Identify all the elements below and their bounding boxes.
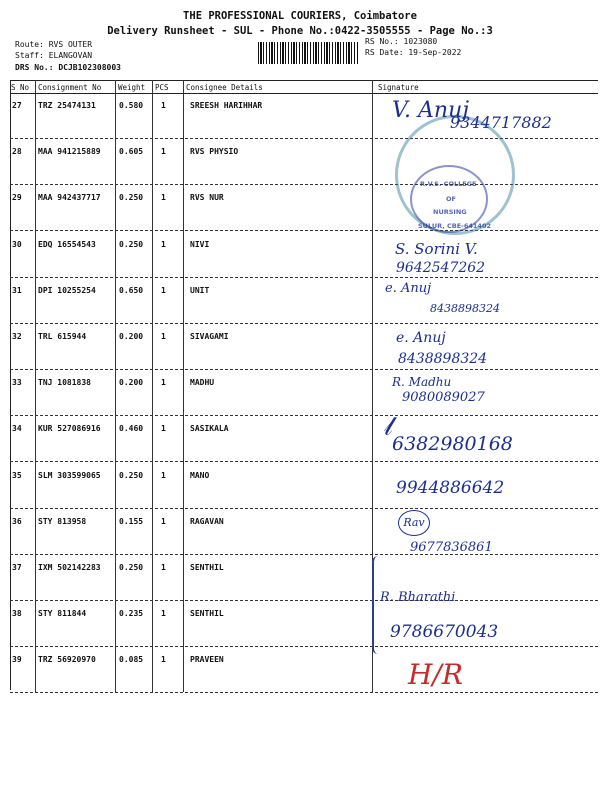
signature-27: V. Anuj [392, 98, 470, 123]
signature-31: e. Anuj [385, 281, 432, 296]
row-sno: 34 [12, 424, 22, 433]
document-title: THE PROFESSIONAL COURIERS, Coimbatore [183, 10, 417, 22]
row-consignment-no: EDQ 16554543 [38, 240, 96, 249]
row-consignment-no: IXM 502142283 [38, 563, 101, 572]
row-pcs: 1 [161, 609, 166, 618]
barcode [258, 42, 358, 64]
signature-35-phone: 9944886642 [396, 478, 505, 498]
row-consignee: UNIT [190, 286, 210, 295]
document-subtitle: Delivery Runsheet - SUL - Phone No.:0422-3505555 - Page No.:3 [107, 25, 493, 37]
row-sno: 28 [12, 147, 22, 156]
signature-32-phone: 8438898324 [398, 351, 488, 367]
stamp-text-2: OF [446, 195, 456, 203]
row-divider [10, 554, 598, 555]
row-sno: 32 [12, 332, 22, 341]
row-divider [10, 600, 598, 601]
col-header-signature: Signature [378, 83, 419, 92]
row-consignment-no: TRZ 25474131 [38, 101, 96, 110]
row-consignee: PRAVEEN [190, 655, 224, 664]
row-consignment-no: TRL 615944 [38, 332, 87, 341]
row-sno: 33 [12, 378, 22, 387]
row-weight: 0.605 [119, 147, 144, 156]
row-consignee: MANO [190, 471, 210, 480]
row-weight: 0.460 [119, 424, 144, 433]
col-header-weight: Weight [118, 83, 146, 92]
col-header-sno: S No [11, 83, 30, 92]
row-sno: 37 [12, 563, 22, 572]
row-consignment-no: SLM 303599065 [38, 471, 101, 480]
row-sno: 27 [12, 101, 22, 110]
signature-27-phone: 9344717882 [450, 113, 552, 132]
stamp-text-4: SULUR, CBE-641402 [418, 222, 492, 230]
row-divider [10, 277, 598, 278]
signature-36: Rav [398, 510, 430, 536]
row-consignment-no: STY 813958 [38, 517, 87, 526]
row-weight: 0.235 [119, 609, 144, 618]
row-pcs: 1 [161, 378, 166, 387]
route-label: Route: RVS OUTER [15, 40, 93, 49]
row-divider [10, 230, 598, 231]
row-consignment-no: TNJ 1081838 [38, 378, 91, 387]
row-weight: 0.650 [119, 286, 144, 295]
signature-37: R. Bharathi [380, 590, 456, 605]
row-consignee: SENTHIL [190, 609, 224, 618]
rs-date: RS Date: 19-Sep-2022 [365, 48, 462, 57]
col-header-consignee: Consignee Details [186, 83, 263, 92]
row-consignee: RVS NUR [190, 193, 224, 202]
row-sno: 35 [12, 471, 22, 480]
row-consignee: SIVAGAMI [190, 332, 229, 341]
row-sno: 36 [12, 517, 22, 526]
row-weight: 0.250 [119, 240, 144, 249]
row-pcs: 1 [161, 332, 166, 341]
col-header-pcs: PCS [155, 83, 169, 92]
row-consignment-no: KUR 527086916 [38, 424, 101, 433]
row-divider [10, 508, 598, 509]
row-divider [10, 369, 598, 370]
row-weight: 0.580 [119, 101, 144, 110]
table-top-rule [10, 80, 598, 81]
row-consignment-no: DPI 10255254 [38, 286, 96, 295]
signature-30-phone: 9642547262 [396, 260, 486, 276]
row-divider [10, 461, 598, 462]
row-consignee: RVS PHYSIO [190, 147, 239, 156]
drs-number: DRS No.: DCJB102308003 [15, 63, 121, 72]
signature-31-phone: 8438898324 [430, 302, 500, 315]
stamp-text-1: R.V.S. COLLEGE [420, 180, 477, 188]
row-pcs: 1 [161, 147, 166, 156]
row-sno: 29 [12, 193, 22, 202]
row-weight: 0.250 [119, 471, 144, 480]
row-consignee: SASIKALA [190, 424, 229, 433]
signature-36-phone: 9677836861 [410, 540, 493, 555]
signature-32: e. Anuj [396, 330, 446, 346]
row-consignment-no: TRZ 56920970 [38, 655, 96, 664]
row-weight: 0.250 [119, 193, 144, 202]
row-weight: 0.250 [119, 563, 144, 572]
row-weight: 0.200 [119, 332, 144, 341]
row-consignee: SREESH HARIHHAR [190, 101, 263, 110]
signature-39: H/R [408, 658, 463, 691]
row-divider [10, 692, 598, 693]
rs-number: RS No.: 1023080 [365, 37, 438, 46]
signature-33: R. Madhu [392, 375, 452, 389]
row-consignee: NIVI [190, 240, 210, 249]
row-sno: 31 [12, 286, 22, 295]
row-weight: 0.200 [119, 378, 144, 387]
row-pcs: 1 [161, 655, 166, 664]
signature-bracket [372, 556, 382, 654]
row-sno: 30 [12, 240, 22, 249]
row-divider [10, 646, 598, 647]
signature-33-phone: 9080089027 [402, 390, 485, 405]
row-consignee: MADHU [190, 378, 215, 387]
row-divider [10, 138, 598, 139]
stamp-text-3: NURSING [433, 208, 467, 216]
row-weight: 0.155 [119, 517, 144, 526]
row-weight: 0.085 [119, 655, 144, 664]
row-sno: 38 [12, 609, 22, 618]
row-pcs: 1 [161, 424, 166, 433]
row-sno: 39 [12, 655, 22, 664]
row-consignment-no: STY 811844 [38, 609, 87, 618]
row-divider [10, 323, 598, 324]
col-header-consignment: Consignment No [38, 83, 102, 92]
row-pcs: 1 [161, 286, 166, 295]
signature-37-phone: 9786670043 [390, 622, 499, 642]
row-consignment-no: MAA 942437717 [38, 193, 101, 202]
row-pcs: 1 [161, 517, 166, 526]
row-pcs: 1 [161, 563, 166, 572]
row-pcs: 1 [161, 471, 166, 480]
row-divider [10, 415, 598, 416]
signature-34-phone: 6382980168 [392, 433, 513, 455]
staff-label: Staff: ELANGOVAN [15, 51, 93, 60]
signature-30: S. Sorini V. [395, 240, 478, 258]
header-bottom-rule [10, 93, 598, 94]
row-pcs: 1 [161, 101, 166, 110]
signature-34-mark: 𝓁 [384, 412, 393, 442]
row-pcs: 1 [161, 240, 166, 249]
row-consignment-no: MAA 941215889 [38, 147, 101, 156]
row-consignee: RAGAVAN [190, 517, 224, 526]
row-consignee: SENTHIL [190, 563, 224, 572]
row-pcs: 1 [161, 193, 166, 202]
